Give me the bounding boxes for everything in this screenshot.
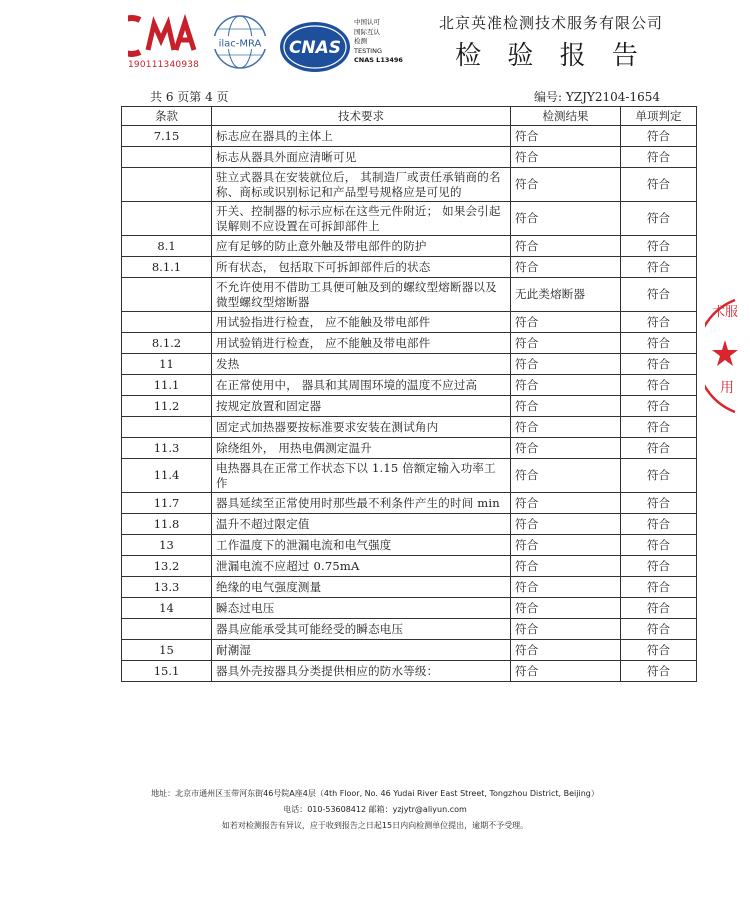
requirement-cell: 按规定放置和固定器: [212, 396, 511, 417]
table-row: [122, 661, 697, 682]
clause-cell: 8.1.1: [122, 257, 212, 278]
result-cell: 符合: [511, 598, 621, 619]
verdict-cell: 符合: [621, 640, 697, 661]
cma-number: 190111340938: [128, 60, 200, 70]
verdict-cell: 符合: [621, 354, 697, 375]
cnas-caption: [354, 18, 403, 66]
requirement-cell: 电热器具在正常工作状态下以 1.15 倍额定输入功率工作: [212, 459, 511, 493]
stamp-seal-icon: [705, 296, 739, 416]
cma-logo: [128, 14, 200, 70]
table-row: [122, 619, 697, 640]
cnas-caption-line: 检测: [354, 37, 367, 45]
clause-cell: [122, 202, 212, 236]
result-cell: 符合: [511, 147, 621, 168]
report-number: 编号: YZJY2104-1654: [534, 90, 660, 104]
verdict-cell: 符合: [621, 375, 697, 396]
table-row: [122, 333, 697, 354]
requirement-cell: 绝缘的电气强度测量: [212, 577, 511, 598]
result-cell: 符合: [511, 396, 621, 417]
result-cell: 符合: [511, 619, 621, 640]
table-row: [122, 577, 697, 598]
inspection-table: [121, 106, 697, 682]
clause-cell: 14: [122, 598, 212, 619]
cnas-caption-line: CNAS L13496: [354, 56, 403, 64]
clause-cell: 11.7: [122, 493, 212, 514]
table-row: [122, 354, 697, 375]
result-cell: 符合: [511, 640, 621, 661]
header-result: 检测结果: [511, 107, 621, 126]
verdict-cell: 符合: [621, 661, 697, 682]
result-cell: 符合: [511, 375, 621, 396]
clause-cell: 15: [122, 640, 212, 661]
clause-cell: 7.15: [122, 126, 212, 147]
requirement-cell: 在正常使用中， 器具和其周围环境的温度不应过高: [212, 375, 511, 396]
table-row: [122, 556, 697, 577]
clause-cell: [122, 147, 212, 168]
verdict-cell: 符合: [621, 333, 697, 354]
result-cell: 符合: [511, 577, 621, 598]
clause-cell: 11.2: [122, 396, 212, 417]
cma-mark-icon: [128, 14, 198, 58]
page-info: 共 6 页第 4 页: [150, 90, 229, 104]
result-cell: 符合: [511, 438, 621, 459]
footer-note: 如若对检测报告有异议，应于收到报告之日起15日内向检测单位提出，逾期不予受理。: [221, 821, 529, 830]
cnas-logo-text: CNAS: [288, 38, 342, 58]
table-row: [122, 438, 697, 459]
requirement-cell: 用试验指进行检查， 应不能触及带电部件: [212, 312, 511, 333]
result-cell: 符合: [511, 514, 621, 535]
verdict-cell: 符合: [621, 168, 697, 202]
requirement-cell: 瞬态过电压: [212, 598, 511, 619]
requirement-cell: 驻立式器具在安装就位后， 其制造厂或责任承销商的名称、商标或识别标记和产品型号规格应是可见的: [212, 168, 511, 202]
footer-address: 地址：北京市通州区玉带河东街46号院A座4层（4th Floor, No. 46 Yudai River East Street, Tongzhou District, Beijing）: [151, 789, 599, 798]
table-row: [122, 396, 697, 417]
clause-cell: [122, 619, 212, 640]
result-cell: 符合: [511, 354, 621, 375]
verdict-cell: 符合: [621, 493, 697, 514]
header-clause: 条款: [122, 107, 212, 126]
verdict-cell: 符合: [621, 202, 697, 236]
result-cell: 符合: [511, 168, 621, 202]
requirement-cell: 标志应在器具的主体上: [212, 126, 511, 147]
result-cell: 符合: [511, 556, 621, 577]
result-cell: 符合: [511, 126, 621, 147]
result-cell: 符合: [511, 333, 621, 354]
verdict-cell: 符合: [621, 257, 697, 278]
result-cell: 符合: [511, 535, 621, 556]
company-name: 北京英准检测技术服务有限公司: [438, 14, 663, 32]
header-requirement: 技术要求: [212, 107, 511, 126]
ilac-logo-text: ilac-MRA: [218, 38, 262, 50]
requirement-cell: 标志从器具外面应清晰可见: [212, 147, 511, 168]
clause-cell: 13.3: [122, 577, 212, 598]
requirement-cell: 发热: [212, 354, 511, 375]
table-row: [122, 640, 697, 661]
result-cell: 符合: [511, 493, 621, 514]
result-cell: 符合: [511, 202, 621, 236]
result-cell: 符合: [511, 312, 621, 333]
table-row: [122, 147, 697, 168]
ilac-mra-logo: [208, 12, 272, 76]
table-row: [122, 126, 697, 147]
table-row: [122, 514, 697, 535]
verdict-cell: 符合: [621, 556, 697, 577]
report-title: 检 验 报 告: [455, 41, 647, 71]
requirement-cell: 用试验销进行检查， 应不能触及带电部件: [212, 333, 511, 354]
logo-group: [128, 12, 418, 78]
clause-cell: 15.1: [122, 661, 212, 682]
requirement-cell: 开关、控制器的标示应标在这些元件附近； 如果会引起误解则不应设置在可拆卸部件上: [212, 202, 511, 236]
requirement-cell: 所有状态， 包括取下可拆卸部件后的状态: [212, 257, 511, 278]
clause-cell: 11.8: [122, 514, 212, 535]
clause-cell: [122, 417, 212, 438]
result-cell: 符合: [511, 661, 621, 682]
verdict-cell: 符合: [621, 459, 697, 493]
clause-cell: 8.1: [122, 236, 212, 257]
table-row: [122, 417, 697, 438]
cnas-mark-icon: [278, 20, 352, 74]
requirement-cell: 不允许使用不借助工具便可触及到的螺纹型熔断器以及微型螺纹型熔断器: [212, 278, 511, 312]
verdict-cell: 符合: [621, 577, 697, 598]
requirement-cell: 工作温度下的泄漏电流和电气强度: [212, 535, 511, 556]
result-cell: 符合: [511, 459, 621, 493]
table-row: [122, 202, 697, 236]
verdict-cell: 符合: [621, 278, 697, 312]
red-stamp: [705, 296, 739, 416]
table-row: [122, 257, 697, 278]
verdict-cell: 符合: [621, 396, 697, 417]
requirement-cell: 器具延续至正常使用时那些最不利条件产生的时间 min: [212, 493, 511, 514]
clause-cell: 11: [122, 354, 212, 375]
cnas-caption-line: 中国认可: [354, 18, 380, 26]
table-row: [122, 375, 697, 396]
table-row: [122, 236, 697, 257]
result-cell: 符合: [511, 417, 621, 438]
verdict-cell: 符合: [621, 514, 697, 535]
verdict-cell: 符合: [621, 535, 697, 556]
clause-cell: 13: [122, 535, 212, 556]
requirement-cell: 温升不超过限定值: [212, 514, 511, 535]
clause-cell: [122, 168, 212, 202]
table-row: [122, 493, 697, 514]
table-row: [122, 598, 697, 619]
table-row: [122, 168, 697, 202]
requirement-cell: 除绕组外， 用热电偶测定温升: [212, 438, 511, 459]
clause-cell: [122, 278, 212, 312]
verdict-cell: 符合: [621, 417, 697, 438]
cnas-caption-line: TESTING: [354, 46, 382, 55]
table-header-row: [122, 107, 697, 126]
verdict-cell: 符合: [621, 312, 697, 333]
clause-cell: [122, 312, 212, 333]
verdict-cell: 符合: [621, 126, 697, 147]
table-row: [122, 459, 697, 493]
header-verdict: 单项判定: [621, 107, 697, 126]
requirement-cell: 器具应能承受其可能经受的瞬态电压: [212, 619, 511, 640]
verdict-cell: 符合: [621, 598, 697, 619]
ilac-globe-icon: [208, 12, 272, 76]
result-cell: 符合: [511, 257, 621, 278]
requirement-cell: 耐潮湿: [212, 640, 511, 661]
clause-cell: 11.4: [122, 459, 212, 493]
stamp-bottom-text: 用: [720, 380, 734, 396]
requirement-cell: 应有足够的防止意外触及带电部件的防护: [212, 236, 511, 257]
table-row: [122, 312, 697, 333]
verdict-cell: 符合: [621, 236, 697, 257]
stamp-top-text: 术服: [711, 305, 739, 320]
requirement-cell: 器具外壳按器具分类提供相应的防水等级：: [212, 661, 511, 682]
cnas-caption-line: 国际互认: [354, 27, 380, 36]
result-cell: 无此类熔断器: [511, 278, 621, 312]
requirement-cell: 泄漏电流不应超过 0.75mA: [212, 556, 511, 577]
result-cell: 符合: [511, 236, 621, 257]
verdict-cell: 符合: [621, 619, 697, 640]
footer-contact: 电话：010-53608412 邮箱：yzjytr@aliyun.com: [283, 805, 467, 814]
clause-cell: 8.1.2: [122, 333, 212, 354]
verdict-cell: 符合: [621, 438, 697, 459]
verdict-cell: 符合: [621, 147, 697, 168]
clause-cell: 13.2: [122, 556, 212, 577]
cnas-logo: [278, 20, 352, 74]
requirement-cell: 固定式加热器要按标准要求安装在测试角内: [212, 417, 511, 438]
table-body: [122, 126, 697, 682]
table-row: [122, 278, 697, 312]
clause-cell: 11.3: [122, 438, 212, 459]
clause-cell: 11.1: [122, 375, 212, 396]
table-row: [122, 535, 697, 556]
